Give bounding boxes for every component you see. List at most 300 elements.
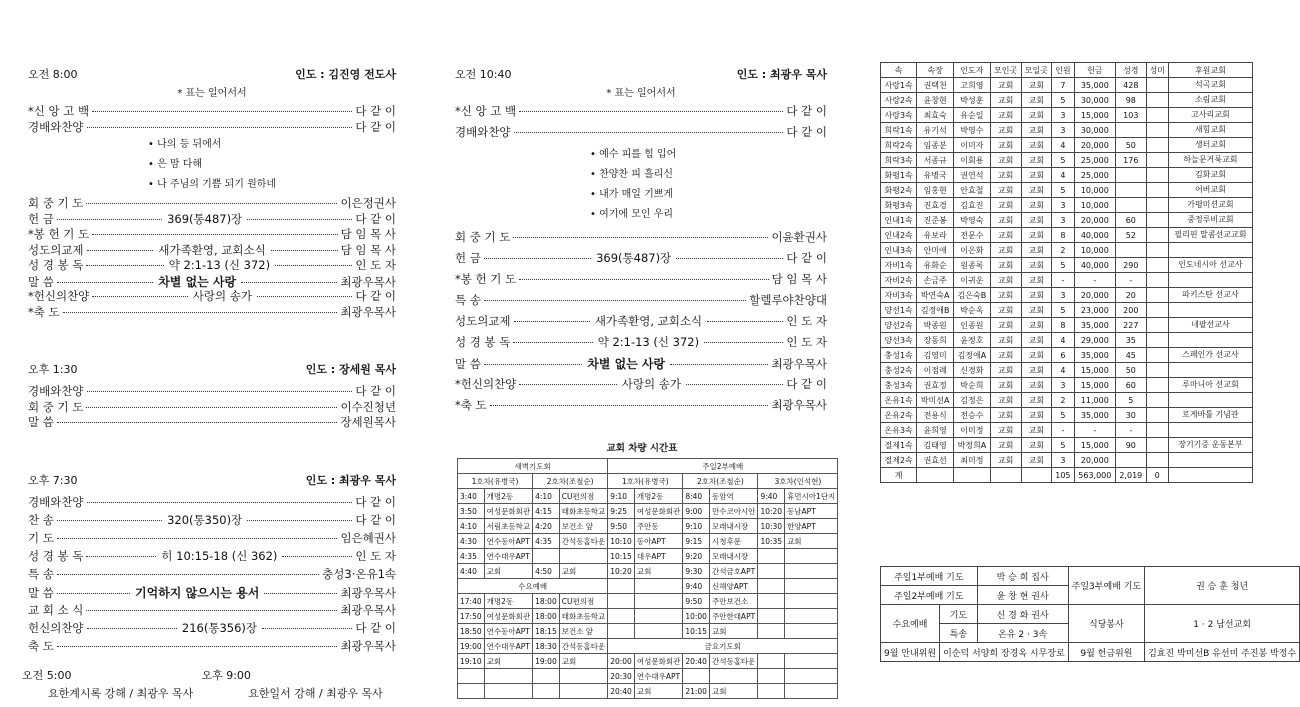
offering-row [881, 243, 1253, 258]
schedule-cell: 동아APT [634, 534, 682, 549]
offering-cell: 3 [1052, 213, 1074, 228]
offering-cell [1168, 243, 1252, 258]
offering-cell: 박종원 [917, 318, 954, 333]
schedule-cell: 4:35 [533, 534, 560, 549]
offering-cell: 3 [1052, 453, 1074, 468]
offering-cell [1146, 438, 1168, 453]
offering-cell: 파키스탄 선교사 [1168, 288, 1252, 303]
schedule-cell [683, 669, 710, 684]
schedule-row [458, 564, 838, 579]
schedule-cell: 8:40 [683, 489, 710, 504]
order-label: 회 중 기 도 [28, 196, 84, 210]
duty-cell: 기도 [940, 605, 978, 624]
offering-row [881, 108, 1253, 123]
offering-cell: 안미애 [917, 243, 954, 258]
offering-total-cell: 2,019 [1116, 468, 1146, 483]
offering-cell: 30,000 [1074, 93, 1116, 108]
song-list [28, 135, 396, 195]
offering-cell: 손금주 [917, 273, 954, 288]
offering-cell [1146, 318, 1168, 333]
offering-cell: 화평2속 [881, 183, 917, 198]
schedule-cell: 10:20 [758, 504, 785, 519]
section-sunday2: 주일2부예배 [608, 459, 838, 474]
offering-cell [1146, 78, 1168, 93]
order-label: 말 씀 [28, 585, 54, 600]
schedule-cell: 10:15 [683, 624, 710, 639]
schedule-cell: 연수대우APT [484, 549, 532, 564]
offering-cell: 어버교회 [1168, 183, 1252, 198]
offering-cell: 충성3속 [881, 378, 917, 393]
section-dawn: 새벽기도회 [458, 459, 608, 474]
order-row [28, 548, 396, 566]
offering-row [881, 93, 1253, 108]
song-item: • 찬양찬 피 흘리신 [590, 165, 827, 185]
offering-cell: 교회 [1021, 213, 1052, 228]
order-person: 인 도 자 [786, 335, 828, 349]
offering-cell: 교회 [1021, 93, 1052, 108]
schedule-cell: 4:30 [458, 534, 485, 549]
order-person: 다 같 이 [355, 289, 397, 303]
schedule-cell: 9:50 [683, 594, 710, 609]
offering-cell: 온유3속 [881, 423, 917, 438]
offering-cell: - [1116, 273, 1146, 288]
service-leader: 인도 : 최광우 목사 [736, 68, 827, 81]
offering-cell: 5 [1052, 258, 1074, 273]
schedule-cell: 교회 [634, 684, 682, 699]
order-label: 성 경 봉 독 [28, 258, 84, 272]
offering-row [881, 348, 1253, 363]
order-detail: 216(통356)장 [181, 620, 257, 635]
offering-cell: 최미정 [954, 453, 991, 468]
offering-cell: 김화교회 [1168, 168, 1252, 183]
schedule-cell: 18:50 [458, 624, 485, 639]
offering-cell: 필리핀 말콤선교교회 [1168, 228, 1252, 243]
order-detail: 사랑의 송가 [621, 377, 681, 391]
offering-cell: 이회용 [954, 153, 991, 168]
order-row [455, 229, 827, 250]
schedule-cell [484, 684, 532, 699]
offering-cell: 자비2속 [881, 273, 917, 288]
order-row [28, 602, 396, 620]
schedule-cell: 모래내시장 [709, 549, 757, 564]
offering-total-cell [954, 468, 991, 483]
leader-dots [87, 250, 154, 251]
standing-note: * 표는 일어서서 [177, 88, 247, 99]
leader-dots [57, 593, 130, 594]
offering-cell: 로게바틀 기념관 [1168, 408, 1252, 423]
offering-cell: 화평1속 [881, 168, 917, 183]
leader-dots [63, 312, 338, 313]
order-row [28, 226, 396, 242]
order-label: *축 도 [455, 398, 487, 412]
order-list [28, 494, 396, 656]
schedule-cell [559, 669, 607, 684]
offering-cell: 40,000 [1074, 258, 1116, 273]
offering-header [881, 63, 1253, 78]
offering-cell: 11,000 [1074, 393, 1116, 408]
offering-total-cell [1021, 468, 1052, 483]
offering-cell [1146, 333, 1168, 348]
offering-row [881, 438, 1253, 453]
offering-cell [1146, 183, 1168, 198]
schedule-cell: 여성문화회관 [484, 504, 532, 519]
schedule-cell [458, 684, 485, 699]
offering-cell: 교회 [990, 138, 1021, 153]
schedule-cell: 개명2동 [484, 594, 532, 609]
schedule-cell [785, 669, 838, 684]
schedule-cell: 20:40 [683, 654, 710, 669]
order-row [28, 512, 396, 530]
order-row [28, 399, 396, 415]
offering-cell: 25,000 [1074, 153, 1116, 168]
offering-cell: 김정은 [954, 393, 991, 408]
order-row [455, 124, 827, 145]
schedule-cell: 휴먼시아1단지 [785, 489, 838, 504]
order-label: *축 도 [28, 304, 60, 319]
offering-cell: 3 [1052, 123, 1074, 138]
offering-cell [1146, 453, 1168, 468]
schedule-cell: 시청후문 [709, 534, 757, 549]
offering-cell: 진효경 [917, 198, 954, 213]
offering-cell: 교회 [1021, 363, 1052, 378]
service-leader: 인도 : 최광우 목사 [305, 473, 396, 487]
duty-cell: 박 승 희 집사 [977, 567, 1068, 586]
offering-cell: 교회 [1021, 288, 1052, 303]
duty-cell: 주일1부예배 기도 [881, 567, 978, 586]
schedule-cell [758, 684, 785, 699]
leader-dots [282, 556, 352, 557]
offering-cell [1168, 453, 1252, 468]
offering-cell: 권연석 [954, 168, 991, 183]
schedule-cell: 18:15 [533, 624, 560, 639]
order-detail: 369(통487)장 [596, 251, 672, 265]
schedule-cell [758, 579, 785, 594]
duty-cell: 9월 안내위원 [881, 643, 940, 662]
offering-total-cell: 0 [1146, 468, 1168, 483]
schedule-cell: 20:00 [608, 654, 635, 669]
offering-cell [1146, 138, 1168, 153]
offering-cell: 교회 [1021, 243, 1052, 258]
offering-cell: 교회 [990, 258, 1021, 273]
schedule-cell: 보건소 앞 [559, 519, 607, 534]
leader-dots [519, 384, 616, 385]
order-label: 말 씀 [28, 274, 54, 289]
offering-header-cell: 인도자 [954, 63, 991, 78]
order-label: 교 회 소 식 [28, 602, 84, 617]
order-label: 경배와찬양 [28, 384, 84, 398]
offering-cell: 428 [1116, 78, 1146, 93]
offering-cell: 임종분 [917, 138, 954, 153]
schedule-cell: 10:00 [683, 609, 710, 624]
order-row [28, 494, 396, 512]
offering-cell: - [1074, 423, 1116, 438]
offering-cell: 50 [1116, 138, 1146, 153]
offering-cell: 교회 [990, 78, 1021, 93]
order-row [28, 638, 396, 656]
schedule-cell: 9:40 [758, 489, 785, 504]
offering-row [881, 453, 1253, 468]
duty-row [881, 643, 1300, 662]
offering-cell: 교회 [990, 378, 1021, 393]
leader-dots [484, 300, 746, 301]
offering-cell: 자비3속 [881, 288, 917, 303]
offering-cell: 이귀운 [954, 273, 991, 288]
offering-cell: 20,000 [1074, 213, 1116, 228]
schedule-cell: 18:30 [533, 639, 560, 654]
leader-dots [57, 538, 338, 539]
offering-cell: 교회 [990, 183, 1021, 198]
leader-dots [514, 132, 784, 133]
schedule-cell: 4:40 [458, 564, 485, 579]
offering-cell: 52 [1116, 228, 1146, 243]
offering-cell [1146, 348, 1168, 363]
offering-cell: 35,000 [1074, 348, 1116, 363]
offering-cell: 교회 [990, 123, 1021, 138]
schedule-cell [785, 624, 838, 639]
offering-cell: 인내1속 [881, 213, 917, 228]
schedule-cell: 1호차(유병국) [608, 474, 683, 489]
schedule-cell [559, 549, 607, 564]
offering-cell: 희락2속 [881, 138, 917, 153]
order-list [28, 383, 396, 430]
leader-dots [670, 364, 768, 365]
offering-cell: 15,000 [1074, 108, 1116, 123]
schedule-cell [785, 564, 838, 579]
schedule-cell: 9:25 [608, 504, 635, 519]
offering-cell [1116, 183, 1146, 198]
offering-row [881, 213, 1253, 228]
schedule-cell: 교회 [709, 684, 757, 699]
order-row [28, 242, 396, 258]
order-person: 충성3·온유1속 [322, 566, 396, 581]
order-person: 다 같 이 [355, 104, 396, 118]
foot-desc-1: 요한계시록 강해 / 최광우 목사 [48, 687, 194, 700]
offering-cell: 15,000 [1074, 363, 1116, 378]
foot-desc-2: 요한일서 강해 / 최광우 목사 [248, 687, 383, 700]
order-person: 다 같 이 [355, 494, 396, 509]
offering-cell [1146, 153, 1168, 168]
offering-cell: 김정애B [917, 303, 954, 318]
offering-cell: 절제2속 [881, 453, 917, 468]
order-row [28, 119, 396, 135]
order-row [455, 250, 827, 271]
offering-cell: 교회 [1021, 333, 1052, 348]
leader-dots [57, 219, 162, 220]
duty-panel [880, 566, 1300, 662]
leader-dots [264, 593, 337, 594]
leader-dots [57, 422, 338, 423]
offering-row [881, 318, 1253, 333]
order-person: 다 같 이 [355, 384, 396, 398]
order-label: 헌신의찬양 [28, 620, 84, 635]
schedule-cell: 교회 [559, 564, 607, 579]
service-leader: 인도 : 장세원 목사 [305, 363, 396, 376]
offering-cell: 루마니아 선교회 [1168, 378, 1252, 393]
order-row [455, 334, 827, 355]
offering-cell: 5 [1052, 153, 1074, 168]
offering-header-cell: 모인곳 [990, 63, 1021, 78]
offering-cell: 교회 [990, 303, 1021, 318]
offering-header-cell: 속 [881, 63, 917, 78]
order-label: 성도의교제 [455, 314, 511, 328]
order-detail: 369(통487)장 [167, 211, 243, 226]
order-label: 헌 금 [28, 211, 54, 226]
offering-cell: - [1052, 273, 1074, 288]
leader-dots [92, 234, 337, 235]
schedule-row [458, 459, 838, 474]
order-row [455, 376, 827, 397]
offering-cell: 권효선 [917, 453, 954, 468]
schedule-cell [785, 594, 838, 609]
leader-dots [247, 520, 352, 521]
offering-cell: 교회 [990, 363, 1021, 378]
order-person: 다 같 이 [786, 377, 828, 391]
song-item: • 여기에 모인 우리 [590, 205, 827, 225]
offering-cell: 교회 [1021, 393, 1052, 408]
service-leader: 인도 : 김진영 전도사 [295, 68, 396, 81]
standing-note: * 표는 일어서서 [606, 88, 676, 99]
order-person: 다 같 이 [786, 125, 827, 139]
schedule-cell: 개명2동 [634, 489, 682, 504]
schedule-cell: 간석동홈타운 [559, 534, 607, 549]
order-label: 경배와찬양 [28, 494, 84, 509]
offering-cell: 교회 [1021, 228, 1052, 243]
schedule-cell: 간석동홈타운 [559, 639, 607, 654]
offering-cell: 박정희A [954, 438, 991, 453]
offering-cell [1146, 258, 1168, 273]
offering-cell: 교회 [1021, 438, 1052, 453]
order-row [28, 620, 396, 638]
offering-cell: 교회 [990, 408, 1021, 423]
offering-cell: 교회 [990, 198, 1021, 213]
offering-row [881, 378, 1253, 393]
duty-cell: 이순덕 서양희 장경옥 시무장로 [940, 643, 1069, 662]
schedule-cell: 9:30 [683, 564, 710, 579]
offering-cell: 희락3속 [881, 153, 917, 168]
order-detail: 320(통350)장 [167, 512, 243, 527]
order-label: 성도의교제 [28, 242, 84, 257]
foot-time-1: 오전 5:00 [22, 669, 72, 682]
schedule-cell [458, 669, 485, 684]
offering-cell: 23,000 [1074, 303, 1116, 318]
offering-cell: 5 [1052, 303, 1074, 318]
offering-cell: 절제1속 [881, 438, 917, 453]
leader-dots [57, 574, 319, 575]
order-row [28, 584, 396, 602]
offering-cell: 박연숙A [917, 288, 954, 303]
offering-cell: 박영수 [954, 123, 991, 138]
offering-cell: 교회 [1021, 123, 1052, 138]
offering-cell: 교회 [1021, 348, 1052, 363]
offering-cell [1146, 198, 1168, 213]
order-row [455, 313, 827, 334]
order-person: 이윤환권사 [771, 230, 827, 244]
offering-cell: 생터교회 [1168, 138, 1252, 153]
order-label: 말 씀 [28, 415, 54, 429]
schedule-cell: 9:00 [683, 504, 710, 519]
order-label: 특 송 [455, 293, 481, 307]
schedule-cell: 주안동 [634, 519, 682, 534]
offering-total-cell [917, 468, 954, 483]
schedule-cell: 서림초등학교 [484, 519, 532, 534]
schedule-cell: 여성문화회관 [634, 654, 682, 669]
leader-dots [271, 250, 338, 251]
offering-cell: 진준봉 [917, 213, 954, 228]
leader-dots [57, 646, 338, 647]
offering-cell: 중정루비교회 [1168, 213, 1252, 228]
offering-row [881, 138, 1253, 153]
sermon-title: 기억하지 않으시는 용서 [135, 585, 260, 600]
schedule-cell: 여성문화회관 [484, 609, 532, 624]
schedule-cell [758, 669, 785, 684]
offering-cell: 2 [1052, 393, 1074, 408]
offering-cell: 29,000 [1074, 333, 1116, 348]
offering-cell: 8 [1052, 318, 1074, 333]
order-person: 최광우목사 [340, 638, 396, 653]
offering-cell [1146, 288, 1168, 303]
order-row [28, 273, 396, 289]
schedule-cell [608, 624, 635, 639]
offering-total [881, 468, 1253, 483]
song-item: • 내가 매일 기쁘게 [590, 185, 827, 205]
leader-dots [519, 111, 783, 112]
offering-cell: 양선1속 [881, 303, 917, 318]
offering-header-cell: 헌금 [1074, 63, 1116, 78]
order-row [28, 211, 396, 227]
offering-cell [1146, 378, 1168, 393]
offering-cell: 교회 [1021, 108, 1052, 123]
offering-cell: 교회 [990, 93, 1021, 108]
schedule-cell: 한양APT [785, 519, 838, 534]
offering-cell: 35,000 [1074, 408, 1116, 423]
offering-cell: 60 [1116, 213, 1146, 228]
duty-row [881, 605, 1300, 624]
offering-cell: 김효진 [954, 198, 991, 213]
schedule-cell: 10:20 [608, 564, 635, 579]
service-1-30pm [28, 361, 396, 430]
order-person: 다 같 이 [355, 120, 396, 134]
order-label: 헌 금 [455, 251, 481, 265]
leader-dots [484, 364, 582, 365]
offering-cell: 안효철 [954, 183, 991, 198]
leader-dots [704, 342, 783, 343]
schedule-cell: 보건소 앞 [559, 624, 607, 639]
order-detail: 약 2:1-13 (신 372) [597, 335, 700, 349]
schedule-cell: 9:50 [608, 519, 635, 534]
schedule-cell: 19:00 [458, 639, 485, 654]
order-row [28, 383, 396, 399]
offering-cell: 양선2속 [881, 318, 917, 333]
section-wednesday: 수요예배 [458, 579, 608, 594]
offering-cell: 고희영 [954, 78, 991, 93]
offering-cell: 교회 [990, 243, 1021, 258]
offering-cell: 5 [1116, 393, 1146, 408]
offering-cell: 교회 [990, 393, 1021, 408]
order-person: 최광우목사 [771, 398, 827, 412]
order-person: 이은정권사 [340, 196, 396, 210]
schedule-row [458, 594, 838, 609]
leader-dots [676, 258, 783, 259]
schedule-row [458, 474, 838, 489]
offering-cell: 4 [1052, 168, 1074, 183]
offering-cell: 인내2속 [881, 228, 917, 243]
order-label: 경배와찬양 [28, 120, 84, 134]
duty-cell: 특송 [940, 624, 978, 643]
schedule-cell: 19:10 [458, 654, 485, 669]
offering-cell: 2 [1052, 243, 1074, 258]
offering-cell: - [1074, 273, 1116, 288]
offering-cell [1168, 273, 1252, 288]
